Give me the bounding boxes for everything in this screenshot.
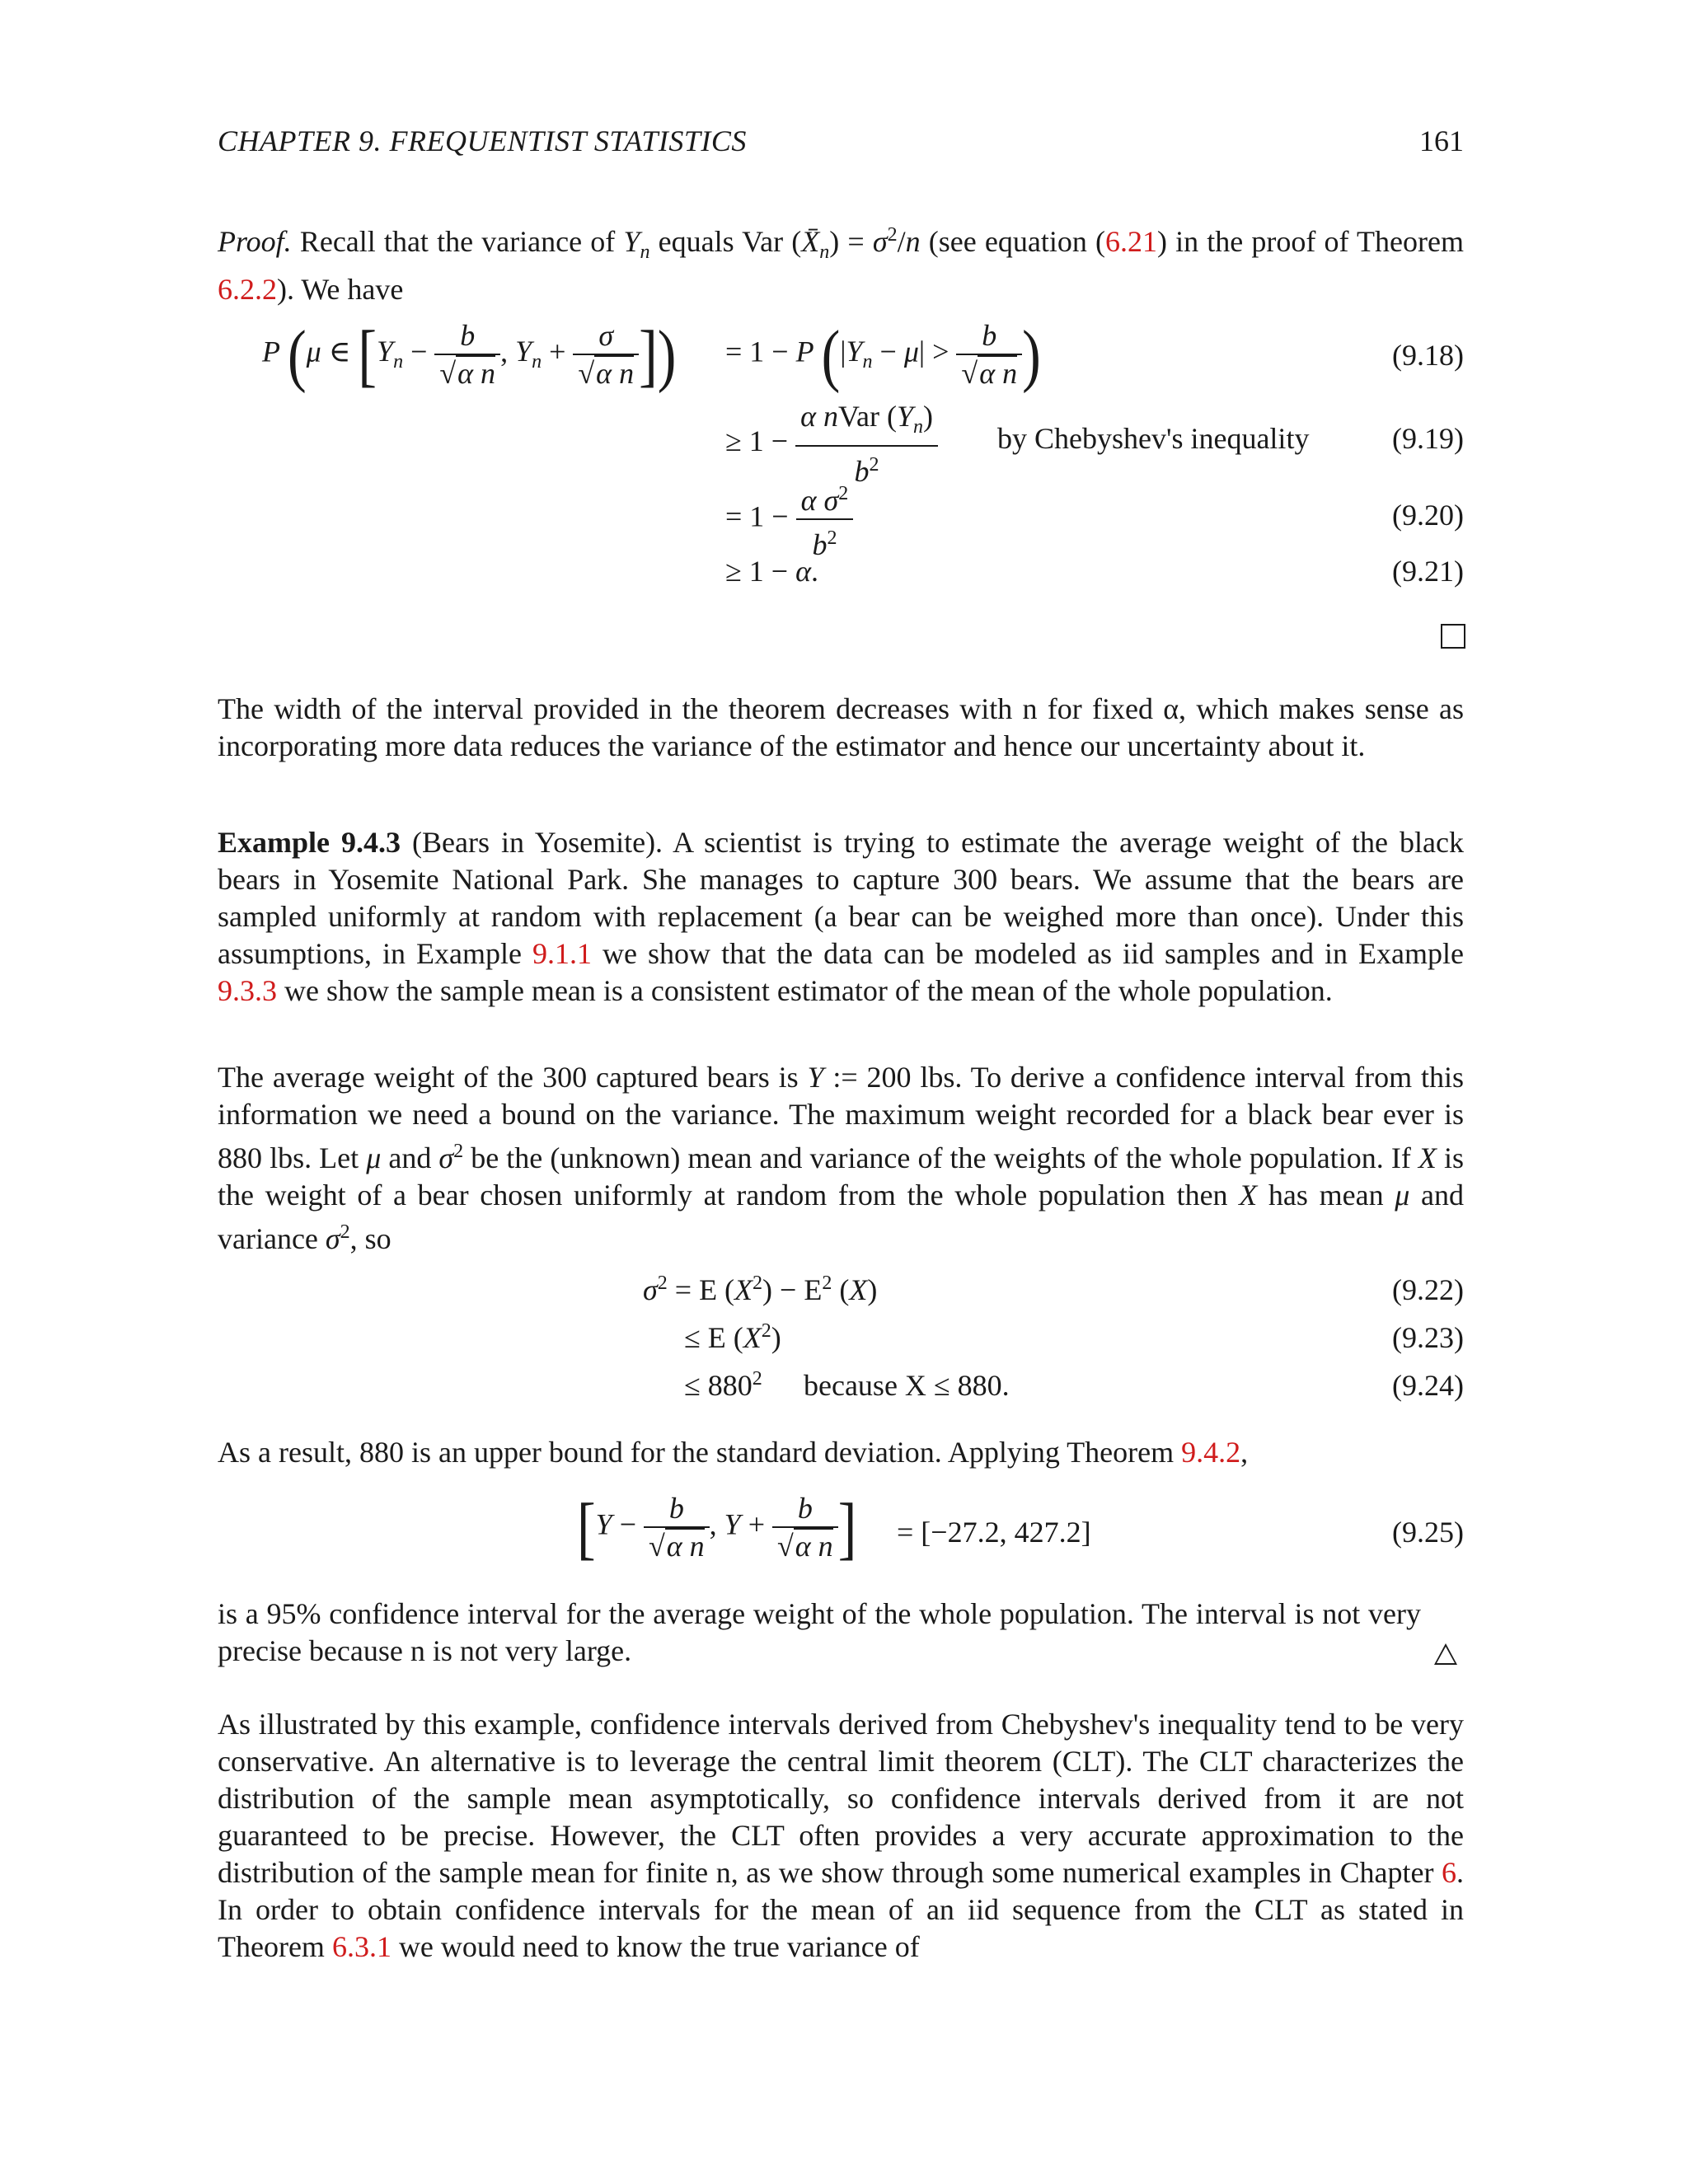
equation-9-24: ≤ $880^2$ — [684, 1368, 762, 1402]
equation-9-18-rhs: = 1 − P ($|Y_n - \mu|$ > $\frac{b}{\text{√α n}}$ ) — [725, 315, 1041, 394]
paragraph-clt: As illustrated by this example, confidence intervals derived from Chebyshev's inequality tend to be very conservative. An alternative is to leverage the central limit theorem (CLT). The CLT characterizes the distribution of the sample mean asymptotically, so confidence intervals derived from it are not guaranteed to be precise. However, the CLT often provides a very accurate approximation to the distribution of the sample mean for finite n, as we show through some numerical examples in Chapter 6. In order to obtain confidence intervals for the mean of an iid sequence from the CLT as stated in Theorem 6.3.1 we would need to know the true variance of — [218, 1708, 1464, 1963]
equation-9-19: ≥ 1 − $\frac{\alpha nVar (Y_n)}{b^2}$ — [725, 398, 938, 490]
ref-example-9-1-1[interactable]: 9.1.1 — [532, 937, 593, 970]
equation-result: = [−27.2, 427.2] — [897, 1516, 1091, 1549]
paragraph-ci: is a 95% confidence interval for the average weight of the whole population. The interval is not very precise because n is not very large. — [218, 1597, 1421, 1667]
qed-box — [1441, 624, 1465, 649]
equation-number: (9.24) — [1392, 1369, 1464, 1402]
ref-theorem-6-3-1[interactable]: 6.3.1 — [331, 1930, 392, 1963]
equation-9-22: $\sigma^2 = E$ $(X^2) - E^2$ (X) — [643, 1272, 878, 1306]
equation-comment: because X ≤ 880. — [804, 1369, 1010, 1402]
equation-9-25: [Y − $\frac{b}{\text{√α n}}$ , Y + $\frac{b}{\text{√α n}}$ ] — [577, 1488, 857, 1567]
equation-comment: by Chebyshev's inequality — [997, 422, 1310, 455]
equation-number: (9.21) — [1392, 555, 1464, 588]
end-of-example-triangle — [1434, 1643, 1457, 1665]
ref-theorem-6-2-2[interactable]: 6.2.2 — [218, 273, 277, 307]
paragraph-width: The width of the interval provided in the theorem decreases with n for fixed α, which makes sense as incorporating more data reduces the variance of the estimator and hence our uncertainty about it. — [218, 692, 1464, 762]
equation-9-18-lhs: P (μ ∈ [$Y_n$ − $\frac{b}{\text{√α n}}$ , $Y_n$ + $\frac{\sigma}{\text{√α n}}$ ]) — [262, 315, 677, 394]
equation-number: (9.20) — [1392, 499, 1464, 532]
paragraph-result: As a result, 880 is an upper bound for the standard deviation. Applying Theorem 9.4.2, — [218, 1436, 1249, 1469]
equation-9-23: ≤ E $(X^2)$ — [684, 1320, 781, 1354]
proof-label: Proof. — [218, 225, 292, 258]
equation-number: (9.25) — [1392, 1516, 1464, 1549]
ref-chapter-6[interactable]: 6 — [1442, 1856, 1456, 1889]
example-9-4-3: Example 9.4.3 (Bears in Yosemite). A scientist is trying to estimate the average weight of the black bears in Yosemite National Park. She manages to capture 300 bears. We assume that the bears are sampled uniformly at random with replacement (a bear can be weighed more than once). Under this assumptions, in Example 9.1.1 we show that the data can be modeled as iid samples and in Example 9.3.3 we show the sample mean is a consistent estimator of the mean of the whole population. — [218, 826, 1464, 1007]
paragraph-weight: The average weight of the 300 captured bears is Y := 200 lbs. To derive a confidence interval from this information we need a bound on the variance. The maximum weight recorded for a black bear ever is 880 lbs. Let μ and $\sigma^2$ be the (unknown) mean and variance of the weights of the whole population. If X is the weight of a bear chosen uniformly at random from the whole population then X has mean μ and variance $\sigma^2$, so — [218, 1061, 1464, 1255]
proof-paragraph: Proof. Recall that the variance of $Y_n$ equals Var $(X̄_n) = \sigma^2/n$ (see equation (6.21) in the proof of Theorem 6.2.2). We have — [218, 224, 1464, 307]
ref-example-9-3-3[interactable]: 9.3.3 — [218, 974, 277, 1007]
ref-theorem-9-4-2[interactable]: 9.4.2 — [1181, 1436, 1241, 1469]
equation-number: (9.22) — [1392, 1273, 1464, 1306]
equation-number: (9.18) — [1392, 339, 1464, 372]
running-head: CHAPTER 9. FREQUENTIST STATISTICS — [218, 124, 747, 157]
equation-9-20: = 1 − $\frac{\alpha \sigma^2}{b^2}$ — [725, 476, 853, 563]
equation-number: (9.19) — [1392, 422, 1464, 455]
equation-9-21: ≥ 1 − α. — [725, 555, 818, 588]
example-label: Example 9.4.3 — [218, 826, 401, 859]
ref-eq-6-21[interactable]: 6.21 — [1104, 225, 1157, 258]
page-number: 161 — [1419, 124, 1464, 157]
equation-number: (9.23) — [1392, 1321, 1464, 1354]
page-header — [218, 124, 1464, 165]
